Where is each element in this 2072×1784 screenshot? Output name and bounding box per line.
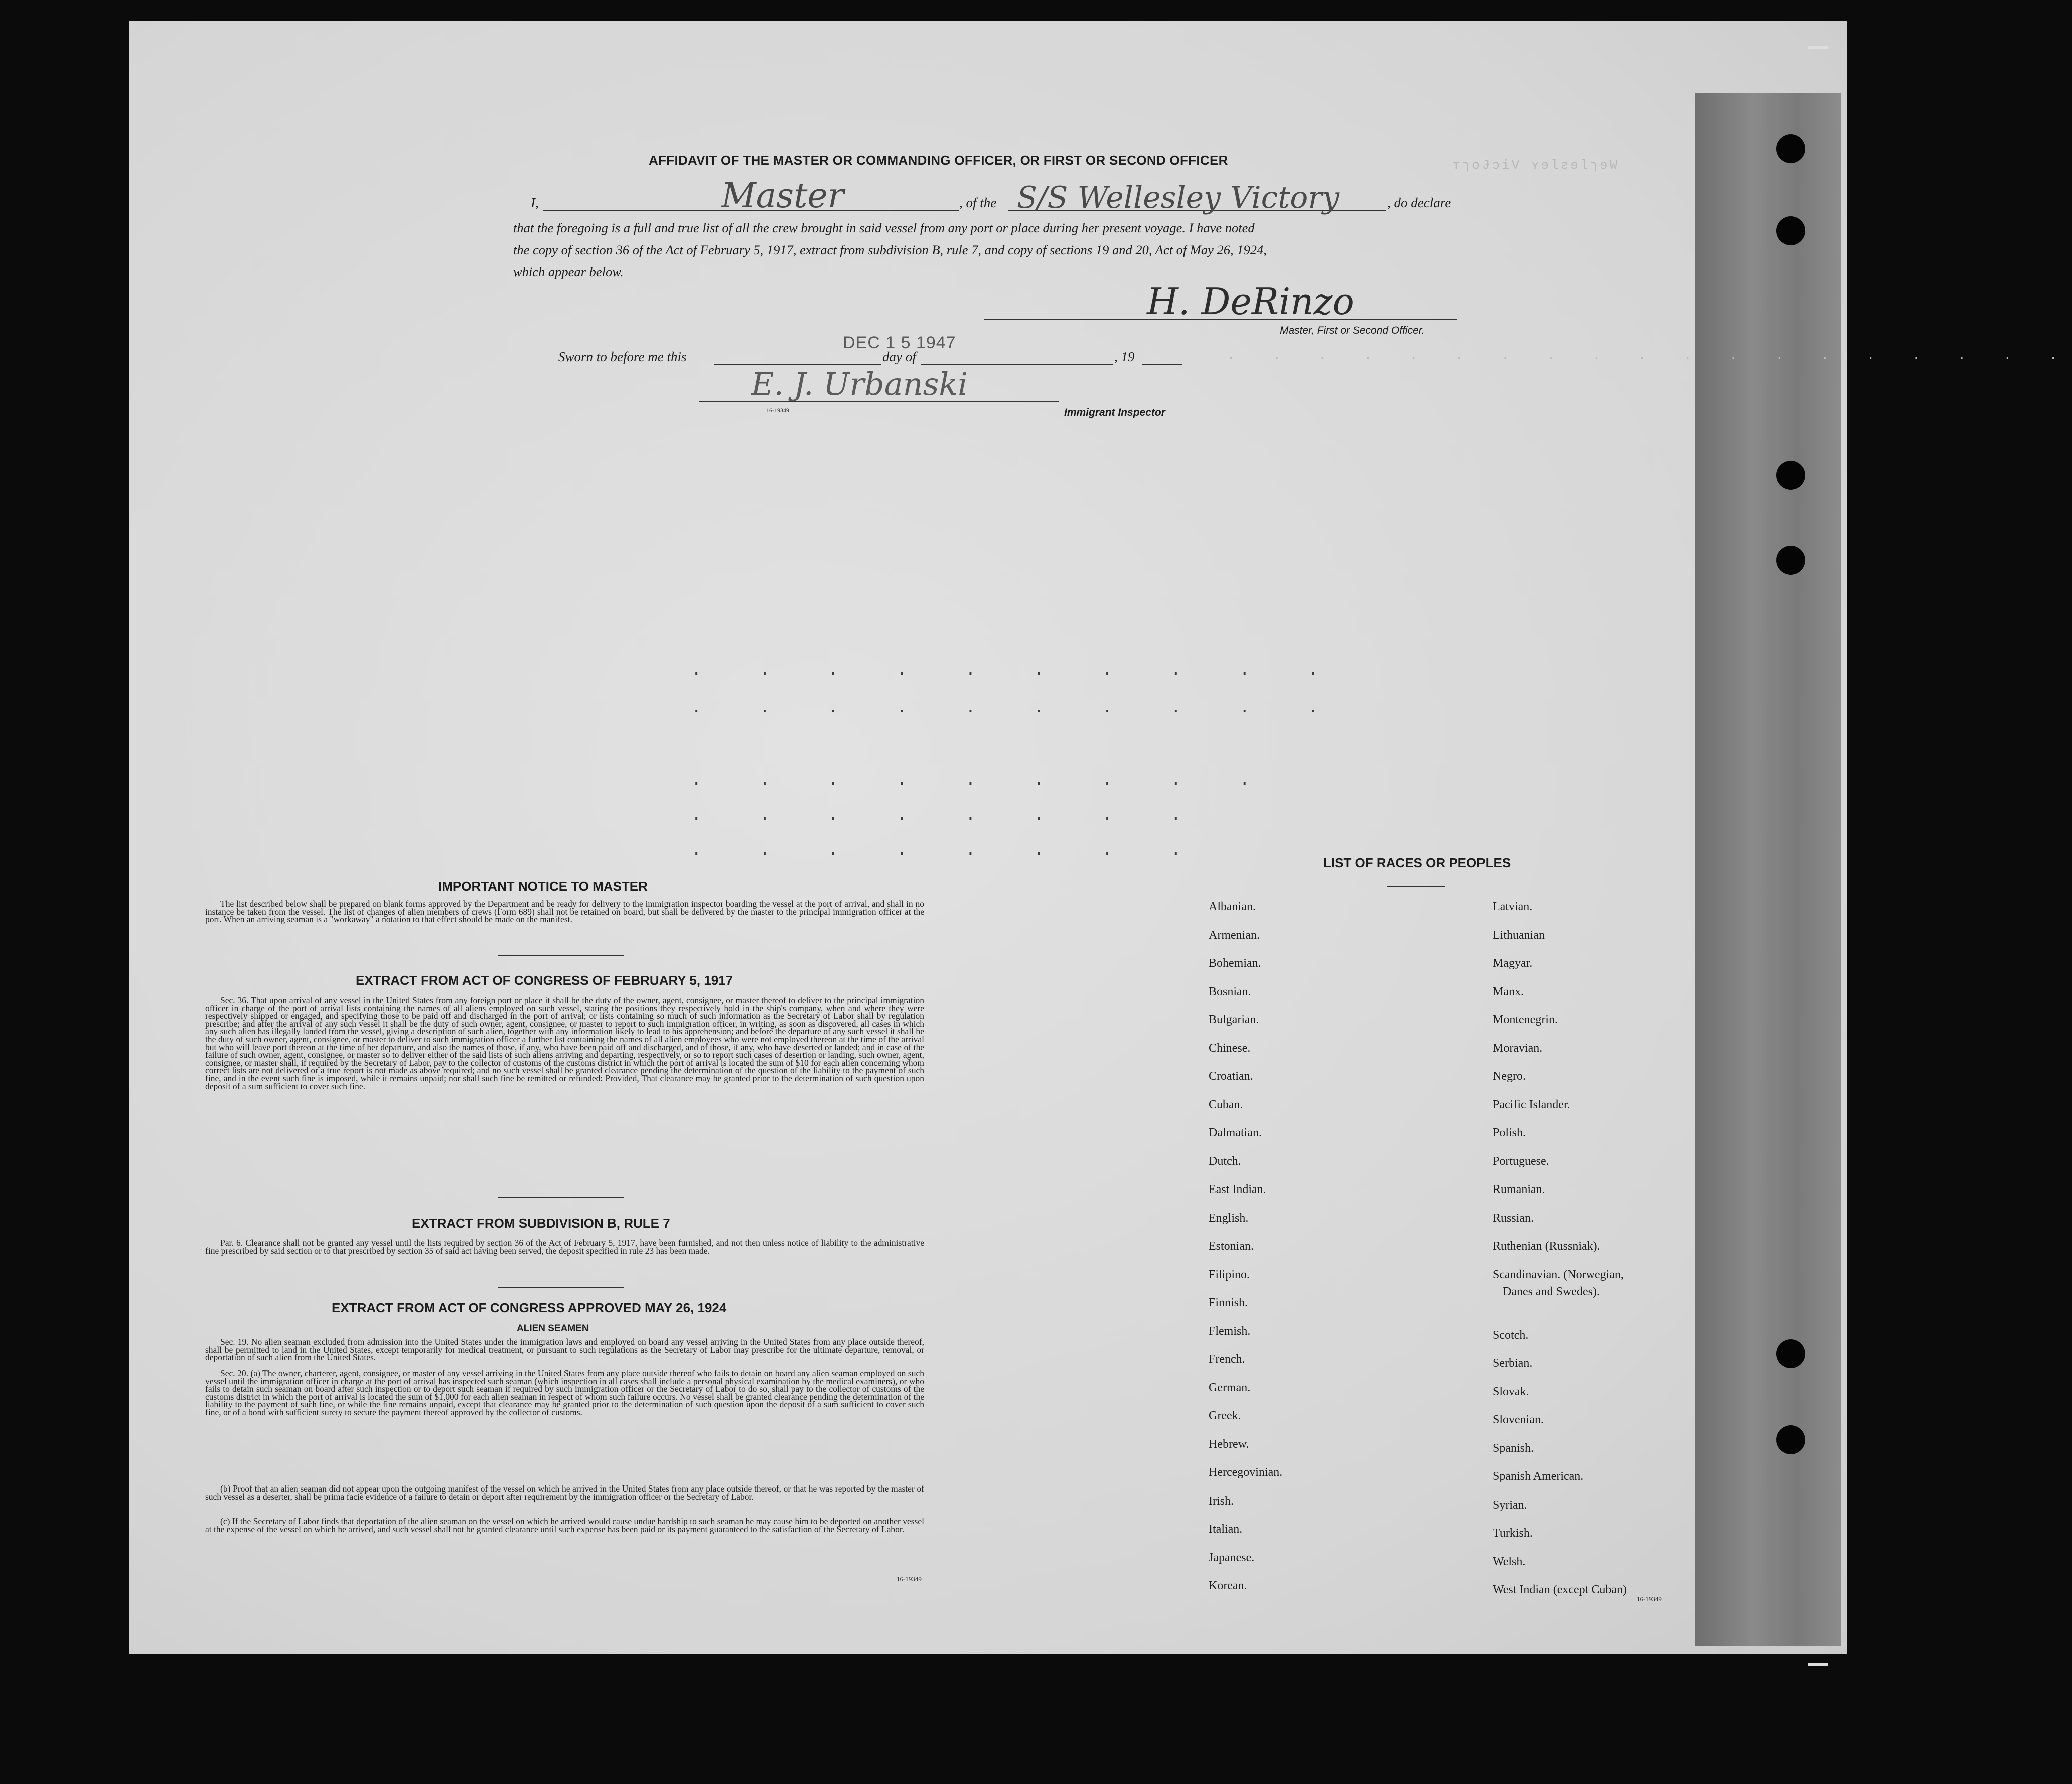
race-item: Spanish American.	[1493, 1470, 1584, 1483]
race-item: Serbian.	[1493, 1357, 1533, 1370]
race-item: Portuguese.	[1493, 1154, 1549, 1168]
binding-strip	[1695, 93, 1841, 1646]
race-item: Bohemian.	[1209, 957, 1261, 970]
race-item: Bulgarian.	[1209, 1013, 1259, 1026]
alien-seamen-subtitle: ALIEN SEAMEN	[517, 1323, 589, 1334]
race-item: West Indian (except Cuban)	[1493, 1583, 1627, 1596]
crew-list-dots: . . . . . . . .	[691, 806, 1206, 825]
officer-signature: H. DeRinzo	[1147, 280, 1354, 323]
race-item: Polish.	[1493, 1126, 1526, 1139]
race-item: Scandinavian. (Norwegian,	[1493, 1268, 1624, 1281]
race-item: Danes and Swedes).	[1503, 1285, 1600, 1298]
race-item: Lithuanian	[1493, 928, 1545, 942]
do-declare-label: , do declare	[1387, 195, 1451, 210]
extract-1917-text: Sec. 36. That upon arrival of any vessel in the United States from any foreign port or place it shall be the duty of the owner, agent, consignee, or master thereof to deliver to the principal immigration officer in charge of the port of arrival lists containing the names of all aliens employed on such vessel, stating the positions they respectively hold in the ship's company, when and where they were respectively shipped or engaged, and specifying those to be paid off and discharged in the port of arrival; or lists containing so much of such information as the Secretary of Labor shall by regulation prescribe; and after the arrival of any such vessel it shall be the duty of such owner, agent, consignee, or master to report to such immigration officer, in writing, as soon as discovered, all cases in which any such alien has illegally landed from the vessel, giving a description of such alien, together with any information likely to lead to his apprehension; and before the departure of any such vessel it shall be the duty of such owner, agent, consignee, or master to deliver to such immigration officer a further list containing the names of all alien employees who were not employed thereon at the time of the arrival but who will leave port thereon at the time of her departure, and also the names of those, if any, who have been paid off and discharged, and of those, if any, who have deserted or landed; and in case of the failure of such owner, agent, consignee, or master so to deliver either of the said lists of such aliens arriving and departing, respectively, or so to report such cases of desertion or landing, such owner, agent, consignee, or master shall, if required by the Secretary of Labor, pay to the collector of customs of the customs district in which the port of arrival is located the sum of $10 for each alien concerning whom correct lists are not delivered or a true report is not made as above required; and no such vessel shall be granted clearance pending the determination of the question of the liability to the payment of such fine, and in the event such fine is imposed, while it remains unpaid; nor shall such fine be remitted or refunded: Provided, That clearance may be granted prior to the determination of such question upon deposit of a sum sufficient to cover such fine.	[205, 995, 924, 1091]
binder-hole	[1776, 1425, 1805, 1454]
race-item: Finnish.	[1209, 1296, 1248, 1309]
bleed-through-text: ᴛɿoɈɔiV ʏɘlƨɘlɿɘW	[1452, 158, 1620, 173]
year-label: , 19	[1114, 349, 1135, 364]
race-item: Latvian.	[1493, 900, 1533, 913]
day-of-label: day of	[882, 349, 916, 364]
race-item: Turkish.	[1493, 1527, 1533, 1540]
vessel-name-handwritten: S/S Wellesley Victory	[1017, 180, 1340, 215]
extract-1917-title: EXTRACT FROM ACT OF CONGRESS OF FEBRUARY 5, 1917	[356, 973, 733, 988]
divider	[1387, 886, 1445, 887]
races-title: LIST OF RACES OR PEOPLES	[1323, 855, 1511, 870]
race-item: Russian.	[1493, 1211, 1534, 1225]
race-item: Albanian.	[1209, 900, 1256, 913]
race-item: Irish.	[1209, 1494, 1234, 1508]
race-item: Rumanian.	[1493, 1183, 1545, 1196]
sec20b-text: (b) Proof that an alien seaman did not appear upon the outgoing manifest of the vessel on which he arrived in the United States from any place outside thereof, or that he was reported by the master of such vessel as a deserter, shall be prima facie evidence of a failure to detain or deport after requirement by the immigration officer or the Secretary of Labor.	[205, 1483, 924, 1502]
race-item: Chinese.	[1209, 1041, 1251, 1055]
race-item: Hercegovinian.	[1209, 1466, 1283, 1479]
race-item: English.	[1209, 1211, 1249, 1225]
crew-list-dots: . . . . . . . . .	[691, 771, 1274, 790]
divider	[498, 955, 624, 956]
form-number-left: 16-19349	[897, 1575, 922, 1583]
sworn-month-line	[921, 364, 1113, 365]
sworn-year-line	[1142, 364, 1182, 365]
edge-mark	[1808, 46, 1828, 49]
race-item: Estonian.	[1209, 1240, 1254, 1253]
sworn-day-line	[714, 364, 881, 365]
sec20c-text: (c) If the Secretary of Labor finds that deportation of the alien seaman on the vessel on which he arrived would cause undue hardship to such seaman he may cause him to be deported on another vessel at the expense of the vessel on which he arrived, and such vessel shall not be granted clearance until such expense has been paid or its payment guaranteed to the satisfaction of the Secretary of Labor.	[205, 1516, 924, 1534]
binder-hole	[1776, 134, 1805, 163]
race-item: Slovak.	[1493, 1385, 1529, 1398]
race-item: Filipino.	[1209, 1268, 1250, 1281]
race-item: German.	[1209, 1381, 1251, 1394]
crew-list-dots: . . . . . . . . . .	[691, 661, 1342, 680]
race-item: Montenegrin.	[1493, 1013, 1558, 1026]
race-item: Welsh.	[1493, 1555, 1526, 1568]
crew-list-dots: . . . . . . . . . .	[691, 699, 1342, 718]
race-item: French.	[1209, 1353, 1245, 1366]
rule7-title: EXTRACT FROM SUBDIVISION B, RULE 7	[412, 1216, 670, 1231]
divider	[498, 1197, 624, 1198]
inspector-signature: E. J. Urbanski	[751, 366, 968, 402]
race-item: Negro.	[1493, 1070, 1526, 1083]
race-item: Pacific Islander.	[1493, 1098, 1570, 1111]
race-item: Armenian.	[1209, 928, 1260, 942]
binder-hole	[1776, 1339, 1805, 1368]
race-item: Flemish.	[1209, 1324, 1251, 1338]
edge-mark	[1808, 1663, 1828, 1666]
race-item: Slovenian.	[1493, 1413, 1544, 1426]
race-item: Japanese.	[1209, 1551, 1255, 1564]
officer-caption: Master, First or Second Officer.	[1280, 325, 1425, 336]
race-item: Spanish.	[1493, 1441, 1534, 1455]
form-number-right: 16-19349	[1637, 1595, 1662, 1603]
race-item: Hebrew.	[1209, 1437, 1249, 1451]
notice-text: The list described below shall be prepared on blank forms approved by the Department and be ready for delivery to the immigration inspector boarding the vessel at the port of arrival, and shall in no instance be taken from the vessel. The list of changes of alien members of crews (Form 689) shall not be retained on board, but shall be delivered by the master to the principal immigration officer at the port. When an arriving seaman is a "workaway" a notation to that effect should be made on the manifest.	[205, 899, 924, 925]
divider	[498, 1287, 624, 1288]
binder-hole	[1776, 461, 1805, 490]
race-item: Manx.	[1493, 985, 1524, 998]
race-item: Magyar.	[1493, 957, 1533, 970]
race-item: Syrian.	[1493, 1498, 1527, 1512]
affidavit-line-4: which appear below.	[513, 264, 624, 279]
sworn-label: Sworn to before me this	[558, 349, 687, 364]
rule7-text: Par. 6. Clearance shall not be granted any vessel until the lists required by section 36 of the Act of February 5, 1917, have been furnished, and not then unless notice of liability to the administrative fine prescribed by said section or to that prescribed by section 35 of said act having been served, the deposit specified in rule 23 has been made.	[205, 1238, 924, 1256]
race-item: Korean.	[1209, 1579, 1247, 1592]
race-item: Greek.	[1209, 1409, 1241, 1422]
extract-1924-title: EXTRACT FROM ACT OF CONGRESS APPROVED MAY 26, 1924	[332, 1300, 727, 1315]
race-item: Dalmatian.	[1209, 1126, 1262, 1139]
race-item: East Indian.	[1209, 1183, 1266, 1196]
race-item: Dutch.	[1209, 1154, 1241, 1168]
race-item: Cuban.	[1209, 1098, 1243, 1111]
inspector-caption: Immigrant Inspector	[1064, 407, 1165, 418]
race-item: Bosnian.	[1209, 985, 1251, 998]
crew-list-dots: . . . . . . . .	[691, 841, 1206, 860]
race-item: Moravian.	[1493, 1041, 1543, 1055]
affidavit-line-3: the copy of section 36 of the Act of February 5, 1917, extract from subdivision B, rule 7, and copy of sections 19 and 20, Act of May 26, 1924,	[513, 242, 1267, 257]
sec19-text: Sec. 19. No alien seaman excluded from admission into the United States under the immigration laws and employed on board any vessel arriving in the United States from any place outside thereof, shall be permitted to land in the United States, except temporarily for medical treatment, or pursuant to such regulations as the Secretary of Labor may prescribe for the ultimate departure, removal, or deportation of such alien from the United States.	[205, 1337, 924, 1363]
i-label: I,	[531, 195, 539, 210]
sec20a-text: Sec. 20. (a) The owner, charterer, agent, consignee, or master of any vessel arriving in the United States from any place outside thereof who fails to detain on board any alien seaman employed on such vessel until the immigration officer in charge at the port of arrival has inspected such seaman (which inspection in all cases shall include a personal physical examination by the medical examiners), or who fails to detain such seaman on board after such inspection or to deport such seaman if required by such immigration officer or the Secretary of Labor to do so, shall pay to the collector of customs of the customs district in which the port of arrival is located the sum of $1,000 for each alien seaman in respect of whom such failure occurs. No vessel shall be granted clearance pending the determination of the liability to the payment of such fine, or while the fine remains unpaid, except that clearance may be granted prior to the determination of such question upon the deposit of a sum sufficient to cover such fine, or of a bond with sufficient surety to secure the payment thereof approved by the collector of customs.	[205, 1368, 924, 1417]
binder-hole	[1776, 546, 1805, 575]
master-name-handwritten: Master	[721, 176, 844, 216]
race-item: Croatian.	[1209, 1070, 1253, 1083]
race-item: Scotch.	[1493, 1328, 1529, 1342]
race-item: Italian.	[1209, 1523, 1243, 1536]
notice-title: IMPORTANT NOTICE TO MASTER	[438, 879, 648, 894]
form-number-small: 16-19349	[766, 407, 789, 414]
race-item: Ruthenian (Russniak).	[1493, 1240, 1600, 1253]
date-stamp: DEC 1 5 1947	[843, 333, 956, 352]
binder-hole	[1776, 216, 1805, 245]
affidavit-title: AFFIDAVIT OF THE MASTER OR COMMANDING OFFICER, OR FIRST OR SECOND OFFICER	[649, 153, 1228, 168]
affidavit-line-2: that the foregoing is a full and true list of all the crew brought in said vessel from any port or place during her present voyage. I have noted	[513, 220, 1255, 235]
of-the-label: , of the	[959, 195, 997, 210]
bleed-through-text: · · · · · · · · · · · · · · · · · · ·	[1227, 351, 2072, 366]
